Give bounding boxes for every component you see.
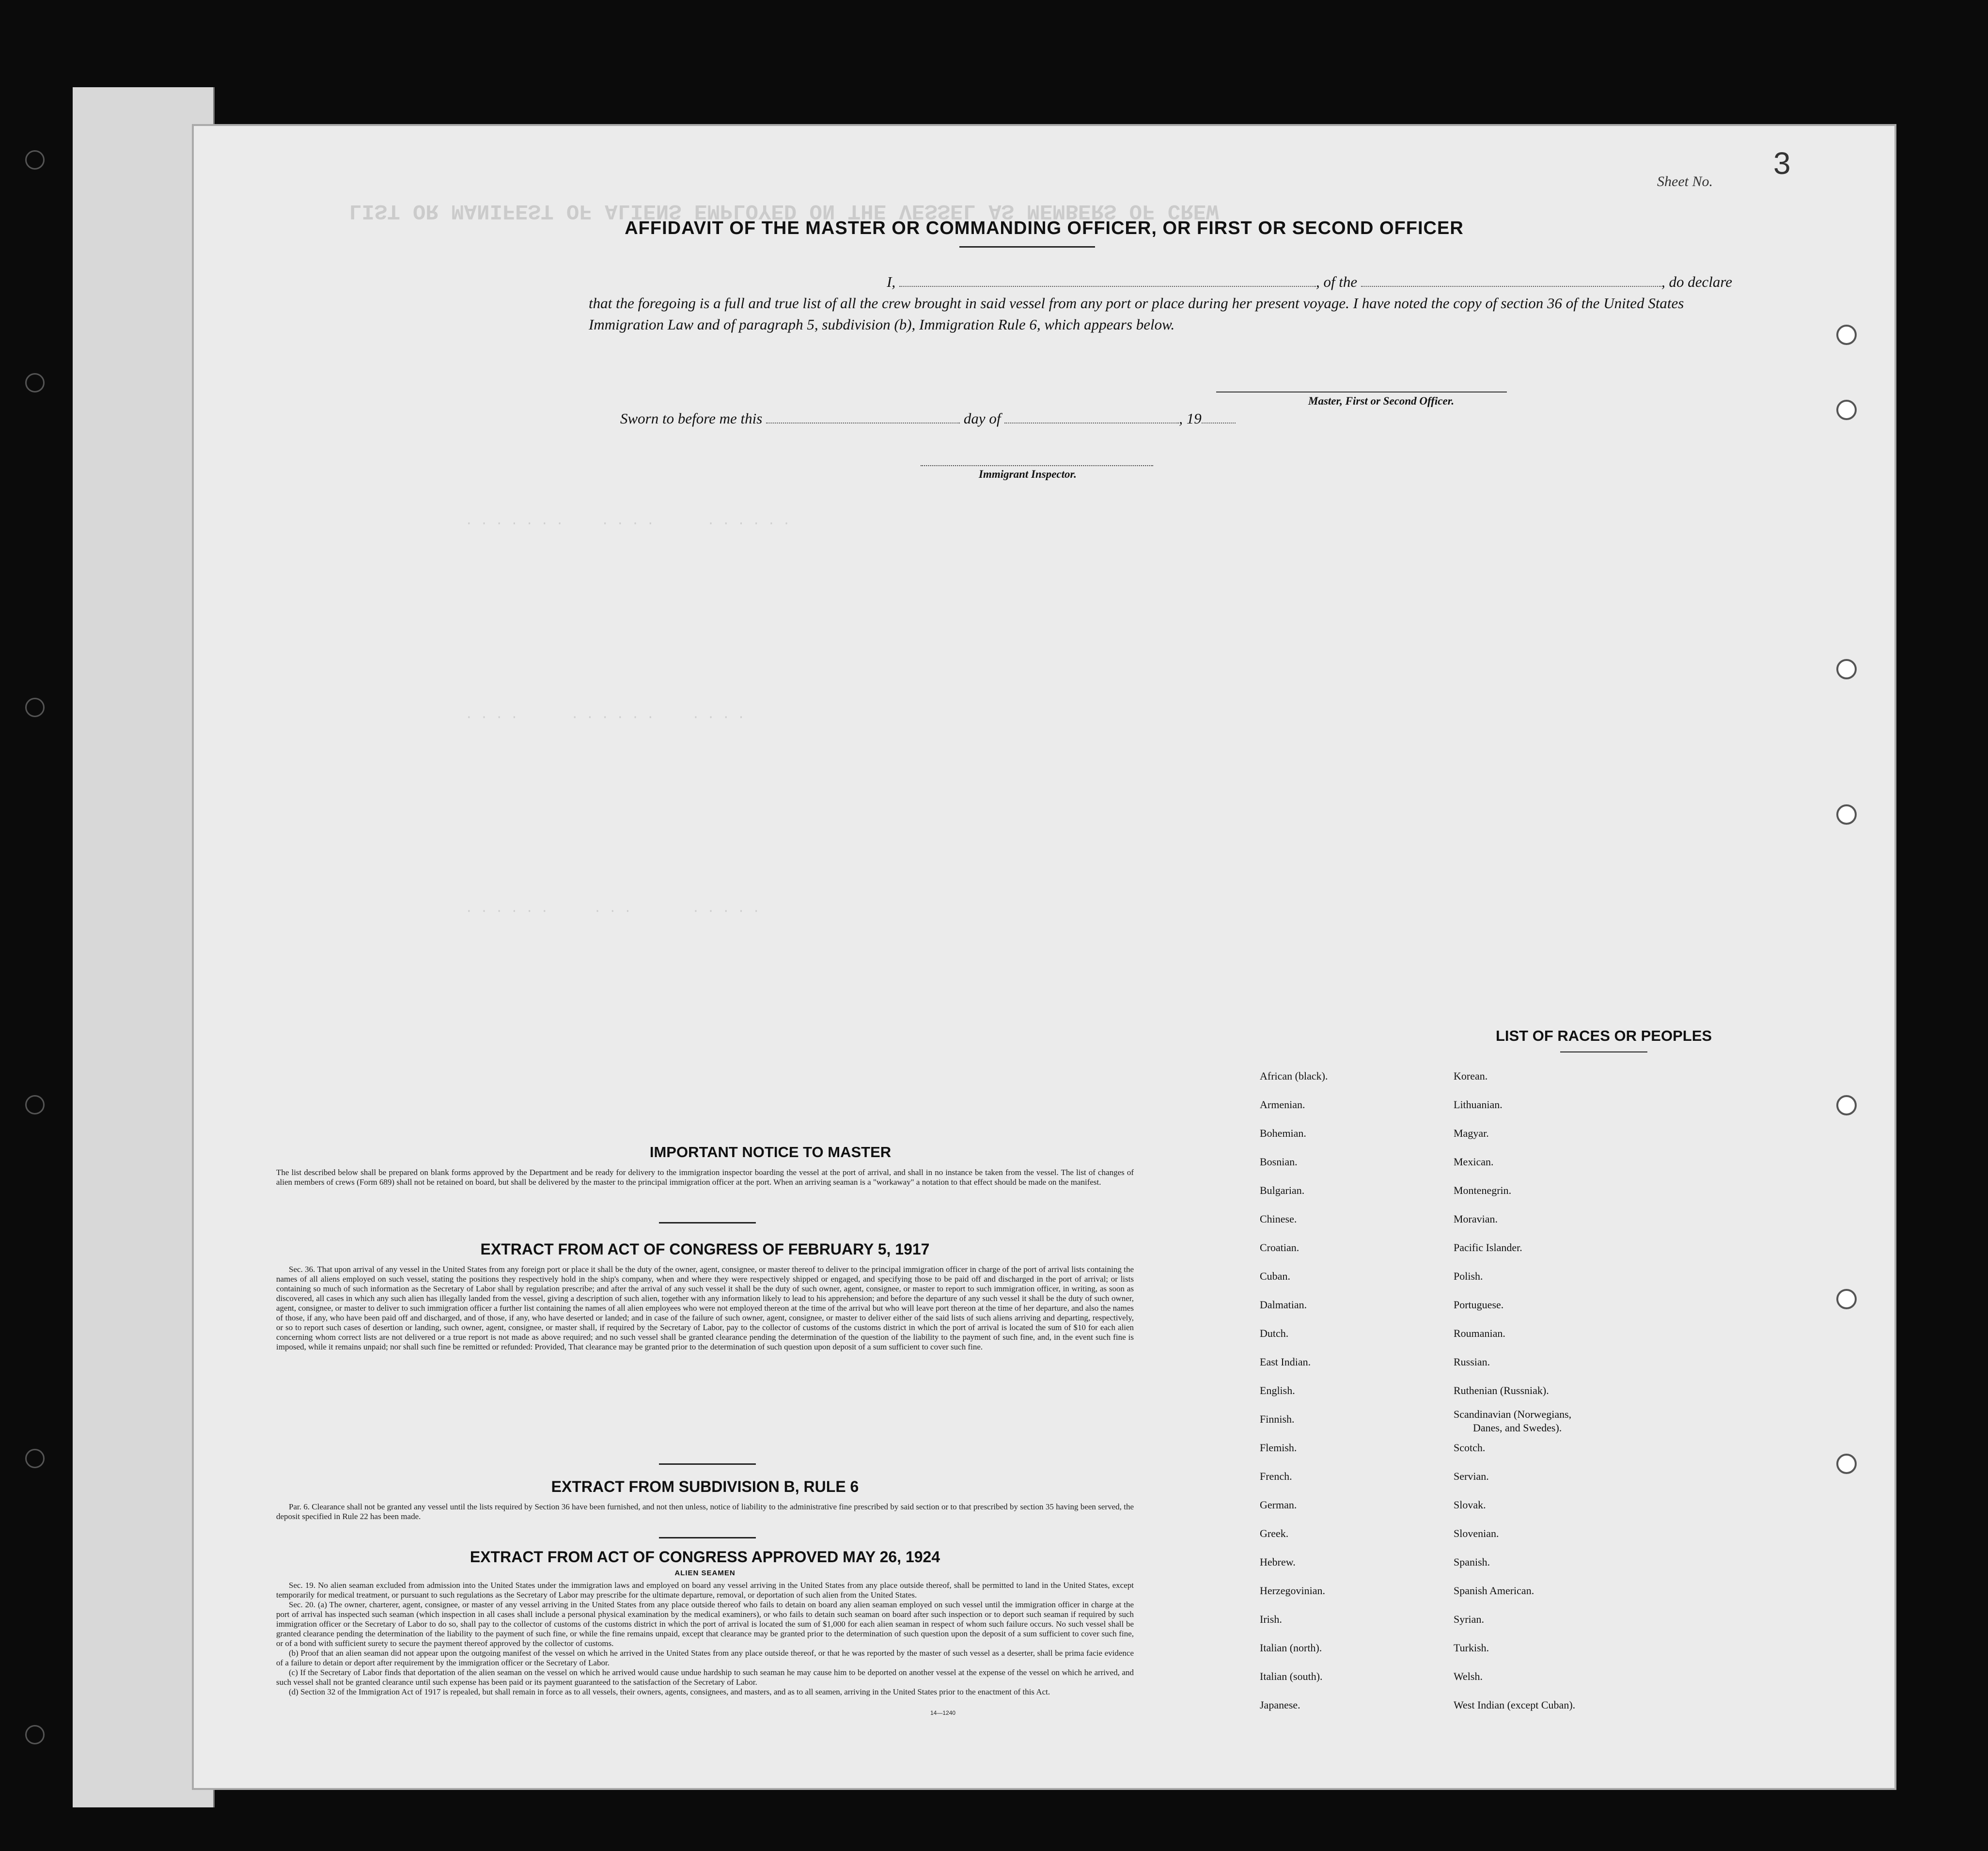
race-right-14: Danes, and Swedes). xyxy=(1473,1422,1562,1434)
sec-20c-text: (c) If the Secretary of Labor finds that deportation of the alien seaman on the vessel on which he arrived would cause undue hardship to such seaman he may cause him to be deported on another vessel at the expense of the vessel on which he arrived, and such vessel shall not be granted clearance until such expense has been paid or its payment guaranteed to the satisfaction of the Secretary of Labor. xyxy=(276,1668,1134,1687)
race-right-18: Slovenian. xyxy=(1454,1527,1499,1539)
sworn-day-blank xyxy=(766,422,960,424)
bleedthrough-row: . . . . . . . . . . . . . . xyxy=(465,707,745,722)
race-left-3: Bohemian. xyxy=(1260,1127,1306,1139)
sworn-year-blank xyxy=(1202,422,1236,424)
race-left-14: Flemish. xyxy=(1260,1442,1297,1454)
notice-title: IMPORTANT NOTICE TO MASTER xyxy=(649,1144,892,1161)
race-right-19: Spanish. xyxy=(1454,1556,1490,1568)
race-right-11: Russian. xyxy=(1454,1356,1490,1368)
punch-hole-icon xyxy=(1836,659,1857,679)
race-left-4: Bosnian. xyxy=(1260,1156,1298,1168)
race-left-11: East Indian. xyxy=(1260,1356,1311,1368)
affidavit-declaration xyxy=(589,271,1732,335)
race-left-22: Italian (south). xyxy=(1260,1670,1323,1682)
extract-1917-title: EXTRACT FROM ACT OF CONGRESS OF FEBRUARY 5, 1917 xyxy=(480,1240,930,1258)
race-right-21: Syrian. xyxy=(1454,1613,1484,1625)
race-left-6: Chinese. xyxy=(1260,1213,1297,1225)
sworn-year: , 19 xyxy=(1179,410,1202,427)
race-left-21: Italian (north). xyxy=(1260,1642,1322,1654)
bleedthrough-row: . . . . . . . . . . . . . . xyxy=(465,901,760,916)
race-left-13: Finnish. xyxy=(1260,1413,1295,1425)
race-left-10: Dutch. xyxy=(1260,1327,1289,1339)
race-right-2: Lithuanian. xyxy=(1454,1098,1503,1111)
sheet-number-value: 3 xyxy=(1773,146,1791,181)
punch-hole-icon xyxy=(1836,804,1857,825)
sworn-month-blank xyxy=(1004,422,1179,424)
race-left-17: Greek. xyxy=(1260,1527,1289,1539)
race-right-4: Mexican. xyxy=(1454,1156,1494,1168)
sec-20b-text: (b) Proof that an alien seaman did not appear upon the outgoing manifest of the vessel on which he arrived in the United States from any place outside thereof, or that he was reported by the master of such vessel as a deserter, shall be prima facie evidence of a failure to detain or deport after requirement by the immigration officer or the Secretary of Labor. xyxy=(276,1648,1134,1667)
punch-hole-icon xyxy=(1836,1454,1857,1474)
race-left-9: Dalmatian. xyxy=(1260,1299,1307,1311)
binder-hole-icon xyxy=(25,1725,45,1744)
race-right-15: Scotch. xyxy=(1454,1442,1486,1454)
sec-20a-text: Sec. 20. (a) The owner, charterer, agent, consignee, or master of any vessel arriving in the United States from any place outside thereof who fails to detain on board any alien seaman employed on such vessel until the immigration officer in charge at the port of arrival has inspected such seaman (which inspection in all cases shall include a personal physical examination by the medical examiners), or who fails to detain such seaman on board after such inspection or to deport such seaman if required by such immigration officer or the Secretary of Labor to do so, shall pay to the collector of customs of the customs district in which the port of arrival is located the sum of $1,000 for each alien seaman in respect of whom such failure occurs. No such vessel shall be granted clearance pending the determination of the liability to the payment of such fine, or while the fine remains unpaid, except that clearance may be granted prior to the determination of such question upon the deposit of a sum sufficient to cover such fine, or of a bond with sufficient surety to secure the payment thereof approved by the collector of customs. xyxy=(276,1600,1134,1648)
mirrored-bleedthrough-title: LIST OR MANIFEST OF ALIENS EMPLOYED ON THE VESSEL AS MEMBERS OF CREW xyxy=(349,199,1219,223)
sworn-statement xyxy=(620,410,1236,427)
inspector-signature-line xyxy=(921,465,1153,466)
race-left-2: Armenian. xyxy=(1260,1098,1305,1111)
sworn-start: Sworn to before me this xyxy=(620,410,763,427)
race-left-8: Cuban. xyxy=(1260,1270,1290,1282)
race-left-7: Croatian. xyxy=(1260,1241,1299,1254)
punch-hole-icon xyxy=(1836,1095,1857,1115)
extract-1924-body xyxy=(276,1581,1134,1697)
race-left-16: German. xyxy=(1260,1499,1297,1511)
race-right-20: Spanish American. xyxy=(1454,1584,1534,1597)
race-left-18: Hebrew. xyxy=(1260,1556,1296,1568)
binder-hole-icon xyxy=(25,150,45,170)
vessel-name-blank xyxy=(1361,285,1661,287)
race-right-16: Servian. xyxy=(1454,1470,1489,1482)
race-left-12: English. xyxy=(1260,1384,1295,1396)
declaration-i: I, xyxy=(887,273,896,290)
binder-hole-icon xyxy=(25,1449,45,1468)
race-right-22: Turkish. xyxy=(1454,1642,1489,1654)
binder-hole-icon xyxy=(25,698,45,717)
race-right-24: West Indian (except Cuban). xyxy=(1454,1699,1576,1711)
sec-20d-text: (d) Section 32 of the Immigration Act of 1917 is repealed, but shall remain in force as to all vessels, their owners, agents, consignees, and masters, and as to all seamen, arriving in the United States prior to the enactment of this Act. xyxy=(289,1687,1050,1696)
race-left-15: French. xyxy=(1260,1470,1292,1482)
par-6-text: Par. 6. Clearance shall not be granted any vessel until the lists required by Section 36 have been furnished, and not then unless, notice of liability to the administrative fine prescribed by said section or to that prescribed by section 35 having been served, the deposit specified in Rule 22 has been made. xyxy=(276,1502,1134,1521)
race-left-5: Bulgarian. xyxy=(1260,1184,1305,1196)
extract-1917-rule xyxy=(659,1463,756,1465)
extract-rule6-body xyxy=(276,1502,1134,1522)
punch-hole-icon xyxy=(1836,400,1857,420)
binder-hole-icon xyxy=(25,1095,45,1114)
race-right-7: Pacific Islander. xyxy=(1454,1241,1522,1254)
extract-1917-body xyxy=(276,1265,1134,1352)
extract-1924-subtitle: ALIEN SEAMEN xyxy=(674,1569,736,1577)
races-title: LIST OF RACES OR PEOPLES xyxy=(1495,1027,1712,1044)
race-right-17: Slovak. xyxy=(1454,1499,1486,1511)
notice-body: The list described below shall be prepared on blank forms approved by the Department and be ready for delivery to the immigration inspector boarding the vessel at the port of arrival, and shall in no instance be taken from the vessel. The list of changes of alien members of crews (Form 689) shall not be retained on board, but shall be delivered by the master to the principal immigration officer at the port. When an arriving seaman is a "workaway" a notation to that effect should be made on the manifest. xyxy=(276,1168,1134,1187)
declaration-of-the: , of the xyxy=(1315,273,1358,290)
race-right-5: Montenegrin. xyxy=(1454,1184,1512,1196)
form-number: 14—1240 xyxy=(930,1710,956,1716)
race-right-9: Portuguese. xyxy=(1454,1299,1504,1311)
notice-rule xyxy=(659,1222,756,1224)
race-right-8: Polish. xyxy=(1454,1270,1483,1282)
race-right-1: Korean. xyxy=(1454,1070,1488,1082)
race-right-12: Ruthenian (Russniak). xyxy=(1454,1384,1549,1396)
master-signature-caption: Master, First or Second Officer. xyxy=(1308,395,1455,407)
sheet-number-label: Sheet No. xyxy=(1657,173,1713,189)
extract-rule6-title: EXTRACT FROM SUBDIVISION B, RULE 6 xyxy=(551,1478,859,1495)
manifest-page xyxy=(194,126,1894,1788)
extract-rule6-rule xyxy=(659,1537,756,1538)
race-right-23: Welsh. xyxy=(1454,1670,1483,1682)
declaration-body: that the foregoing is a full and true list of all the crew brought in said vessel from any port or place during her present voyage. I have noted the copy of section 36 of the United States Immigration Law and of paragraph 5, subdivision (b), Immigration Rule 6, which appears below. xyxy=(589,295,1684,333)
race-left-20: Irish. xyxy=(1260,1613,1282,1625)
section-36-text: Sec. 36. That upon arrival of any vessel in the United States from any foreign port or place it shall be the duty of the owner, agent, consignee, or master thereof to deliver to the principal immigration officer in charge of the port of arrival lists containing the names of all aliens employed on such vessel, stating the positions they respectively hold in the ship's company, when and where they were respectively shipped or engaged, and specifying those to be paid off and discharged in the port of arrival; or lists containing so much of such information as the Secretary of Labor shall by regulation prescribe; and after the arrival of any such vessel it shall be the duty of such owner, agent, consignee, or master to report to such immigration officer, in writing, as soon as discovered, all cases in which any such alien has illegally landed from the vessel, giving a description of such alien, together with any information likely to lead to his apprehension; and before the departure of any such vessel it shall be the duty of such owner, agent, consignee, or master to deliver to such immigration officer a further list containing the names of all alien employees who were not employed thereon at the time of the arrival but who will leave port thereon at the time of her departure, and also the names of those, if any, who have been paid off and discharged, and of those, if any, who have deserted or landed; and in case of the failure of such owner, agent, consignee, or master to deliver either of the said lists of such aliens arriving and departing, respectively, or so to report such cases of desertion or landing, such owner, agent, consignee, or master shall, if required by the Secretary of Labor, pay to the collector of customs of the customs district in which the port of arrival is located the sum of $10 for each alien concerning whom correct lists are not delivered or a true report is not made as above required; and no such vessel shall be granted clearance pending the determination of the question of the liability to the payment of such fine, and, in the event such fine is imposed, while it remains unpaid; nor shall such fine be remitted or refunded: Provided, That clearance may be granted prior to the determination of such question upon deposit of a sum sufficient to cover such fine. xyxy=(276,1265,1134,1351)
punch-hole-icon xyxy=(1836,1289,1857,1309)
race-left-1: African (black). xyxy=(1260,1070,1328,1082)
race-right-13: Scandinavian (Norwegians, xyxy=(1454,1408,1572,1420)
race-left-19: Herzegovinian. xyxy=(1260,1584,1325,1597)
punch-hole-icon xyxy=(1836,325,1857,345)
inspector-caption: Immigrant Inspector. xyxy=(979,468,1077,480)
declaration-do-declare: , do declare xyxy=(1661,273,1732,290)
race-right-3: Magyar. xyxy=(1454,1127,1489,1139)
affidavit-title: AFFIDAVIT OF THE MASTER OR COMMANDING OFFICER, OR FIRST OR SECOND OFFICER xyxy=(625,218,1464,238)
binder-hole-icon xyxy=(25,373,45,392)
race-right-10: Roumanian. xyxy=(1454,1327,1505,1339)
extract-1924-title: EXTRACT FROM ACT OF CONGRESS APPROVED MAY 26, 1924 xyxy=(470,1548,940,1566)
declarant-name-blank xyxy=(899,285,1316,287)
declaration-first-line xyxy=(589,271,1732,293)
bleedthrough-row: . . . . . . . . . . . . . . . . . xyxy=(465,514,790,528)
sec-19-text: Sec. 19. No alien seaman excluded from admission into the United States under the immigration laws and employed on board any vessel arriving in the United States from any place outside thereof, shall be permitted to land in the United States, except temporarily for medical treatment, or pursuant to such regulations as the Secretary of Labor may prescribe for the ultimate departure, removal, or deportation of such alien from the United States. xyxy=(276,1581,1134,1600)
races-title-rule xyxy=(1560,1051,1647,1052)
race-left-23: Japanese. xyxy=(1260,1699,1300,1711)
race-right-6: Moravian. xyxy=(1454,1213,1498,1225)
affidavit-title-rule xyxy=(959,246,1095,248)
sworn-day-of: day of xyxy=(963,410,1001,427)
